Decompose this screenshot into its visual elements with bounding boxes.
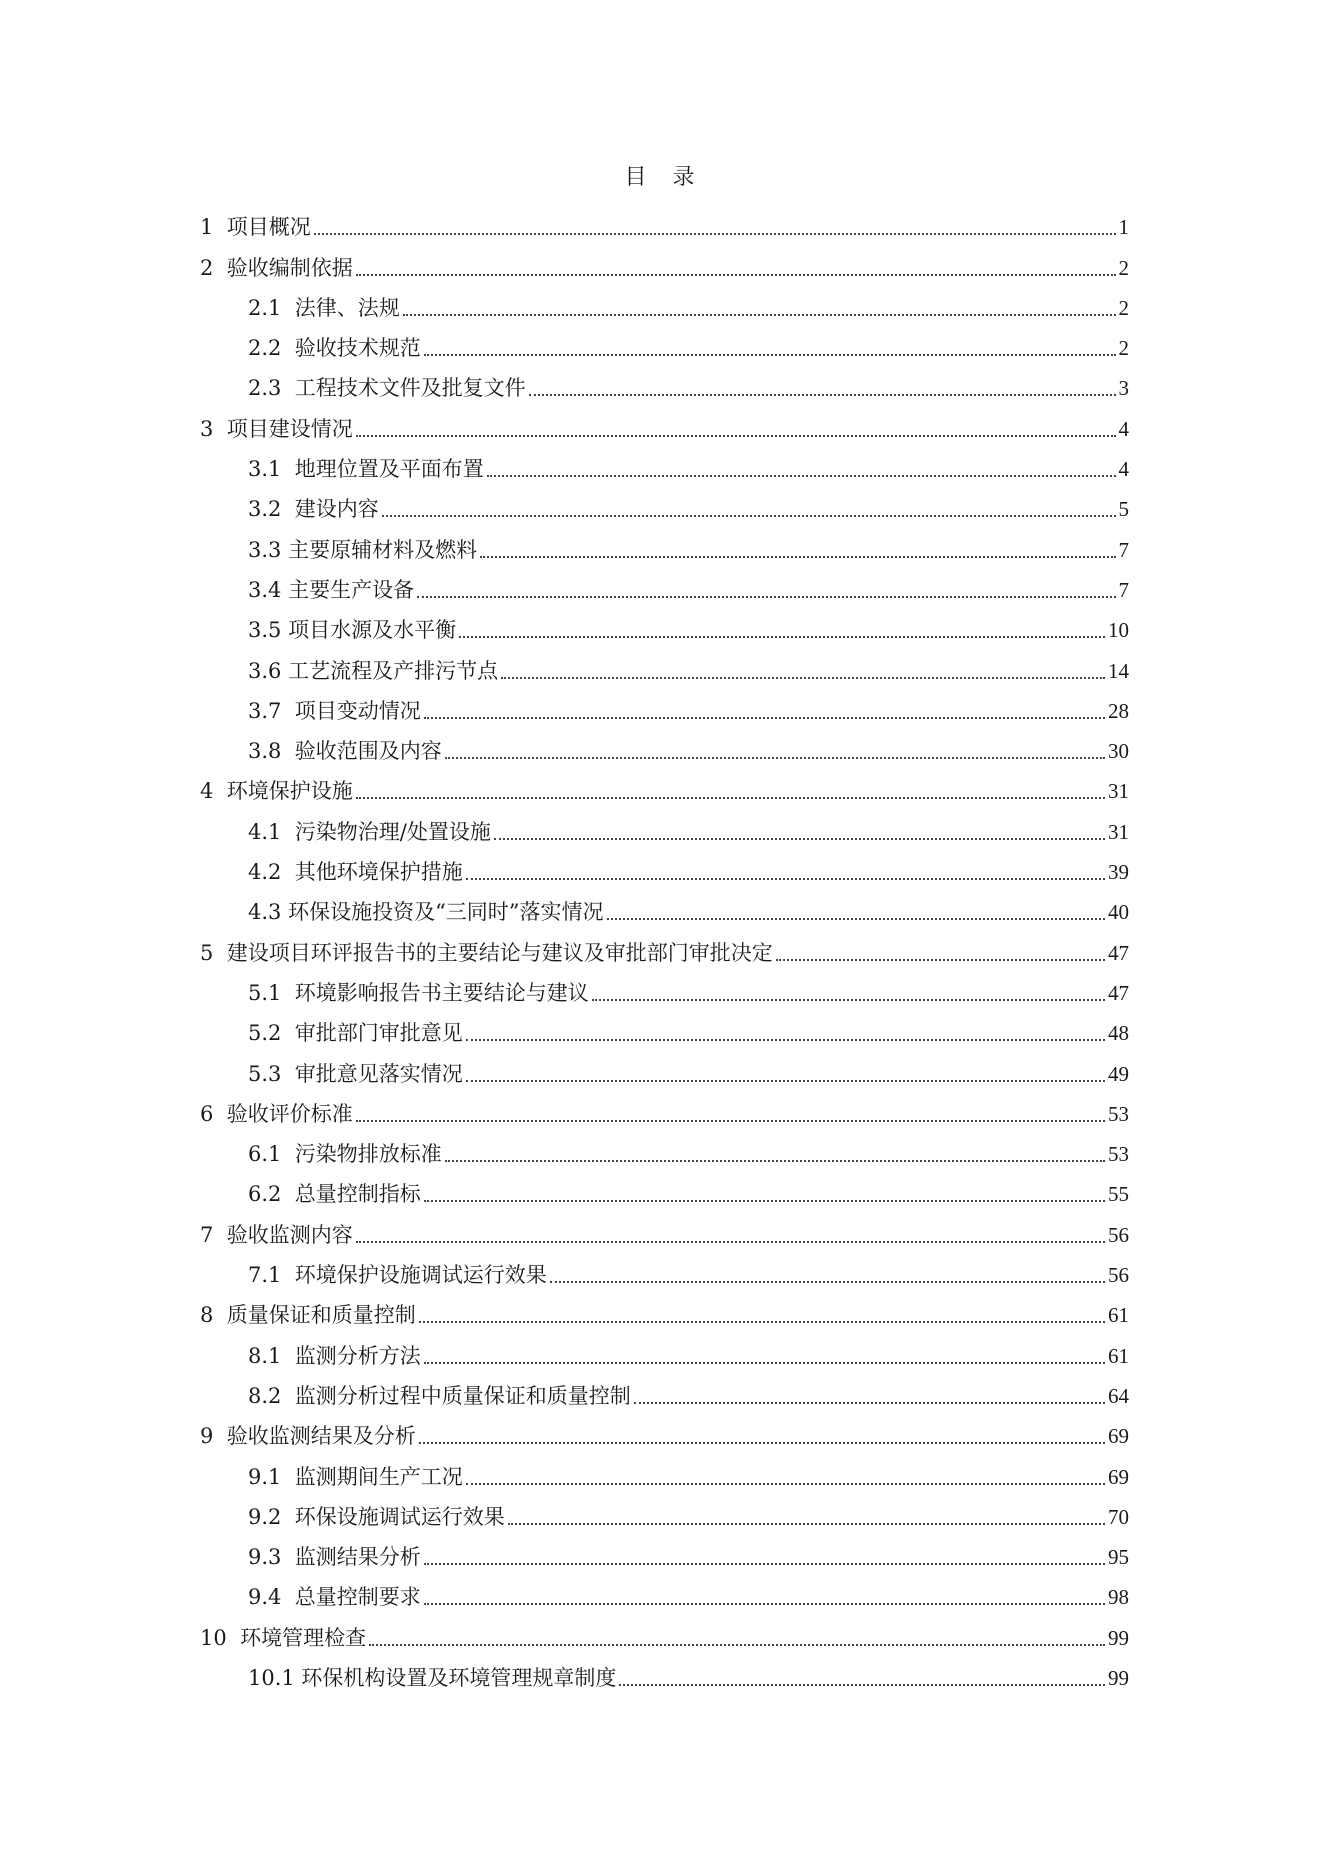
toc-entry-page-number: 49 [1108,1061,1129,1086]
toc-entry-label: 7 验收监测内容 [200,1222,353,1247]
toc-entry[interactable] [200,446,1129,486]
toc-entry-label: 8.1 监测分析方法 [248,1343,421,1368]
dot-leader [403,314,1116,316]
toc-entry[interactable] [200,526,1129,566]
toc-entry-page-number: 48 [1108,1021,1129,1046]
toc-entry[interactable] [200,849,1129,889]
toc-entry-label: 6 验收评价标准 [200,1101,353,1126]
dot-leader [619,1684,1105,1686]
page-title: 目 录 [624,165,699,190]
toc-entry[interactable] [200,405,1129,445]
dot-leader [480,556,1115,558]
dot-leader [419,1442,1105,1444]
toc-entry[interactable] [200,1050,1129,1090]
toc-entry-label: 10.1 环保机构设置及环境管理规章制度 [248,1665,617,1690]
dot-leader [466,1483,1105,1485]
toc-entry-page-number: 14 [1108,658,1129,683]
toc-entry-label: 9.4 总量控制要求 [248,1585,421,1610]
toc-entry-label: 9 验收监测结果及分析 [200,1424,416,1449]
toc-entry-label: 3.6 工艺流程及产排污节点 [248,658,499,683]
toc-entry-label: 5.3 审批意见落实情况 [248,1061,463,1086]
dot-leader [445,1160,1105,1162]
toc-entry[interactable] [200,1091,1129,1131]
toc-entry[interactable] [200,325,1129,365]
toc-entry-label: 1 项目概况 [200,215,311,240]
toc-entry[interactable] [200,889,1129,929]
toc-entry[interactable] [200,1614,1129,1654]
toc-entry-label: 3.8 验收范围及内容 [248,739,442,764]
toc-entry-label: 3.4 主要生产设备 [248,577,415,602]
toc-entry-page-number: 31 [1108,779,1129,804]
toc-entry-page-number: 2 [1118,255,1129,280]
toc-entry[interactable] [200,1453,1129,1493]
toc-entry-label: 9.2 环保设施调试运行效果 [248,1504,505,1529]
toc-entry-label: 2.3 工程技术文件及批复文件 [248,376,526,401]
dot-leader [466,878,1105,880]
toc-entry[interactable] [200,1010,1129,1050]
toc-entry[interactable] [200,1292,1129,1332]
dot-leader [424,717,1105,719]
dot-leader [550,1281,1105,1283]
toc-entry[interactable] [200,1211,1129,1251]
toc-entry-label: 9.1 监测期间生产工况 [248,1464,463,1489]
dot-leader [356,1120,1105,1122]
toc-entry-label: 6.1 污染物排放标准 [248,1142,442,1167]
toc-entry-label: 9.3 监测结果分析 [248,1545,421,1570]
toc-entry-label: 4.1 污染物治理/处置设施 [248,819,491,844]
toc-entry-page-number: 64 [1108,1383,1129,1408]
dot-leader [424,1200,1105,1202]
toc-entry-label: 4.2 其他环境保护措施 [248,860,463,885]
toc-entry[interactable] [200,808,1129,848]
toc-entry-page-number: 39 [1108,860,1129,885]
toc-entry-label: 3 项目建设情况 [200,416,353,441]
toc-entry-label: 4 环境保护设施 [200,779,353,804]
dot-leader [634,1402,1105,1404]
toc-entry[interactable] [200,1494,1129,1534]
toc-entry-page-number: 1 [1118,215,1129,240]
toc-entry-page-number: 40 [1108,900,1129,925]
toc-entry-page-number: 28 [1108,698,1129,723]
dot-leader [508,1523,1105,1525]
toc-entry-page-number: 2 [1118,295,1129,320]
dot-leader [466,1080,1105,1082]
toc-entry-page-number: 3 [1118,376,1129,401]
toc-entry-page-number: 61 [1108,1303,1129,1328]
toc-entry-label: 2 验收编制依据 [200,255,353,280]
toc-entry-page-number: 5 [1118,497,1129,522]
toc-entry-label: 3.5 项目水源及水平衡 [248,618,457,643]
toc-entry-label: 3.3 主要原辅材料及燃料 [248,537,478,562]
toc-entry[interactable] [200,1534,1129,1574]
toc-entry[interactable] [200,1373,1129,1413]
toc-entry-label: 7.1 环境保护设施调试运行效果 [248,1263,547,1288]
dot-leader [424,1603,1105,1605]
toc-entry-label: 3.1 地理位置及平面布置 [248,457,484,482]
dot-leader [445,757,1105,759]
toc-entry[interactable] [200,1332,1129,1372]
dot-leader [607,918,1105,920]
dot-leader [424,1362,1105,1364]
dot-leader [314,233,1116,235]
toc-entry-page-number: 69 [1108,1464,1129,1489]
toc-entry[interactable] [200,1413,1129,1453]
toc-entry-page-number: 47 [1108,980,1129,1005]
dot-leader [369,1644,1105,1646]
toc-entry-page-number: 70 [1108,1504,1129,1529]
toc-entry[interactable] [200,285,1129,325]
toc-entry-label: 8.2 监测分析过程中质量保证和质量控制 [248,1383,631,1408]
toc-entry[interactable] [200,607,1129,647]
toc-entry-label: 5.1 环境影响报告书主要结论与建议 [248,980,589,1005]
toc-entry[interactable] [200,1655,1129,1695]
toc-entry-page-number: 30 [1108,739,1129,764]
dot-leader [494,838,1105,840]
toc-entry[interactable] [200,365,1129,405]
dot-leader [419,1321,1105,1323]
toc-entry-page-number: 10 [1108,618,1129,643]
toc-entry-page-number: 2 [1118,336,1129,361]
toc-entry-page-number: 56 [1108,1222,1129,1247]
toc-entry[interactable] [200,1171,1129,1211]
toc-entry[interactable] [200,688,1129,728]
dot-leader [424,1563,1105,1565]
toc-entry-page-number: 99 [1108,1665,1129,1690]
toc-entry-page-number: 61 [1108,1343,1129,1368]
dot-leader [417,596,1115,598]
dot-leader [424,354,1116,356]
toc-entry[interactable] [200,1131,1129,1171]
toc-entry-page-number: 53 [1108,1142,1129,1167]
toc-entry[interactable] [200,486,1129,526]
toc-entry[interactable] [200,244,1129,284]
dot-leader [487,475,1116,477]
toc-entry-page-number: 31 [1108,819,1129,844]
toc-entry-page-number: 53 [1108,1101,1129,1126]
toc-entry-page-number: 55 [1108,1182,1129,1207]
dot-leader [459,636,1105,638]
toc-entry[interactable] [200,728,1129,768]
toc-entry-page-number: 69 [1108,1424,1129,1449]
toc-entry[interactable] [200,204,1129,244]
toc-entry[interactable] [200,1252,1129,1292]
toc-entry-page-number: 99 [1108,1625,1129,1650]
dot-leader [356,435,1116,437]
toc-entry[interactable] [200,929,1129,969]
toc-entry-page-number: 56 [1108,1263,1129,1288]
toc-entry[interactable] [200,768,1129,808]
dot-leader [356,1241,1105,1243]
toc-entry-page-number: 7 [1118,537,1129,562]
toc-entry-page-number: 98 [1108,1585,1129,1610]
toc-entry-label: 4.3 环保设施投资及“三同时”落实情况 [248,900,604,925]
toc-entry-page-number: 7 [1118,577,1129,602]
dot-leader [356,797,1105,799]
toc-entry-label: 3.2 建设内容 [248,497,379,522]
dot-leader [501,677,1105,679]
dot-leader [356,274,1116,276]
dot-leader [776,959,1105,961]
table-of-contents [200,204,1129,1695]
dot-leader [466,1039,1105,1041]
toc-entry[interactable] [200,1574,1129,1614]
toc-entry-label: 10 环境管理检查 [200,1625,367,1650]
toc-entry-label: 3.7 项目变动情况 [248,698,421,723]
dot-leader [529,394,1116,396]
dot-leader [382,515,1116,517]
toc-entry[interactable] [200,970,1129,1010]
dot-leader [592,999,1105,1001]
toc-entry[interactable] [200,567,1129,607]
toc-entry-page-number: 47 [1108,940,1129,965]
toc-entry-page-number: 4 [1118,457,1129,482]
toc-entry-label: 2.1 法律、法规 [248,295,400,320]
toc-entry-label: 5.2 审批部门审批意见 [248,1021,463,1046]
toc-entry-label: 6.2 总量控制指标 [248,1182,421,1207]
toc-entry-page-number: 4 [1118,416,1129,441]
toc-entry-label: 2.2 验收技术规范 [248,336,421,361]
toc-entry-page-number: 95 [1108,1545,1129,1570]
toc-entry-label: 5 建设项目环评报告书的主要结论与建议及审批部门审批决定 [200,940,773,965]
toc-entry-label: 8 质量保证和质量控制 [200,1303,416,1328]
toc-entry[interactable] [200,647,1129,687]
